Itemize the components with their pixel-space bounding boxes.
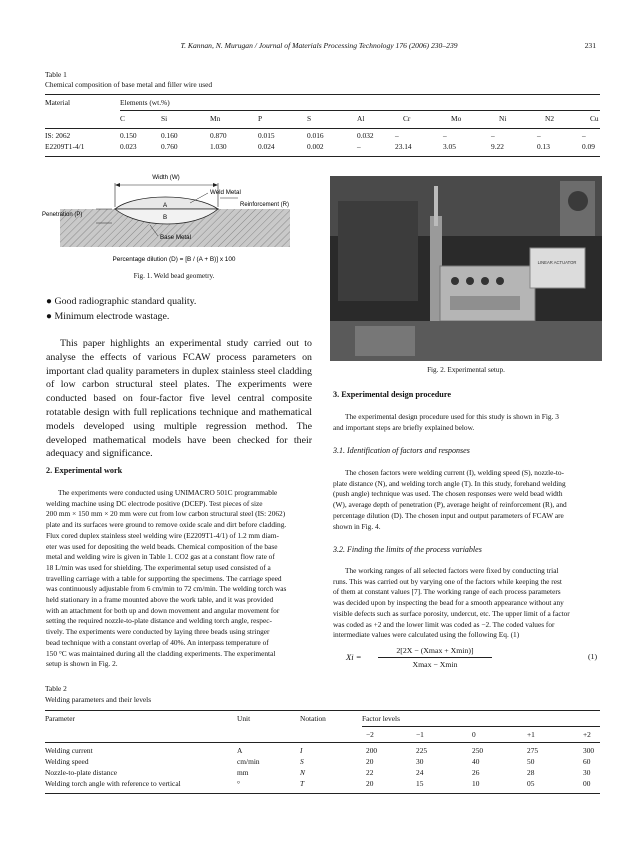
table2-notation-cell: S	[300, 757, 304, 766]
text-line: of them at constant values [7]. The working range of each process parameters	[333, 587, 561, 597]
table1-value-cell: 23.14	[395, 142, 412, 151]
equation-denominator: Xmax − Xmin	[412, 660, 458, 669]
table1-value-cell: –	[537, 131, 541, 140]
text-line: plate distance (N), and welding torch angle (T). In this study, forehand welding	[333, 478, 566, 488]
table1-caption: Chemical composition of base metal and filler wire used	[45, 80, 213, 89]
table1-top-rule	[45, 94, 600, 95]
table1-value-cell: –	[491, 131, 495, 140]
text-line: bead technique with a constant overlap of 40%. An interpass temperature of	[46, 637, 269, 647]
text-line: held stationary in a frame mounted above the work table, and it was provided	[46, 595, 274, 605]
text-line: with an attachment for both up and down movement and angular movement for	[46, 605, 280, 615]
section31-body	[333, 468, 603, 532]
section32-heading: 3.2. Finding the limits of the process variables	[333, 545, 482, 554]
text-line: and important steps are briefly explained below.	[333, 422, 475, 432]
table1-element-header: C	[120, 114, 125, 123]
table2-value-cell: 15	[416, 779, 424, 788]
penetration-label: Penetration (P)	[42, 212, 83, 218]
table1-value-cell: 0.002	[307, 142, 324, 151]
table2-unit-cell: mm	[237, 768, 249, 777]
table1-value-cell: 0.024	[258, 142, 275, 151]
linear-actuator-box	[530, 248, 585, 288]
table2-level-header: 0	[472, 730, 476, 739]
table2-col-factor-levels: Factor levels	[362, 714, 400, 723]
table2-notation-cell: I	[300, 746, 303, 755]
table1-value-cell: –	[582, 131, 586, 140]
table1-value-cell: 0.015	[258, 131, 275, 140]
table1-material-cell: E2209T1-4/1	[45, 142, 85, 151]
table2-value-cell: 50	[527, 757, 535, 766]
table2-value-cell: 10	[472, 779, 480, 788]
bullet-2: ● Minimum electrode wastage.	[46, 311, 170, 322]
text-line: (push angle) technique was used. The chosen responses were weld bead width	[333, 489, 563, 499]
table2-value-cell: 20	[366, 779, 374, 788]
table1-value-cell: 9.22	[491, 142, 504, 151]
table2-bottom-rule	[45, 793, 600, 794]
table2-value-cell: 250	[472, 746, 484, 755]
section3-body	[333, 412, 603, 433]
text-line: shown in Fig. 4.	[333, 521, 381, 531]
table1-sub-rule	[120, 110, 600, 111]
text-line: was coded as +2 and the lower limit was coded as −2. The coded values for	[333, 619, 555, 629]
label-b: B	[163, 214, 168, 221]
table1-value-cell: 0.13	[537, 142, 550, 151]
text-line: metal and welding wire is given in Table 1. CO2 gas at a constant flow rate of	[46, 552, 275, 562]
table2-mid-rule	[45, 742, 600, 743]
table1-element-header: Si	[161, 114, 168, 123]
text-line: was continuously adjustable from 6 cm/min to 72 cm/min. The welding torch was	[46, 584, 287, 594]
table2-value-cell: 20	[366, 757, 374, 766]
text-line: welding machine using DC electrode positive (DCEP). Test pieces of size	[46, 498, 263, 508]
table1-value-cell: 0.023	[120, 142, 137, 151]
text-line: The chosen factors were welding current (I), welding speed (S), nozzle-to-	[345, 468, 565, 477]
experimental-setup-photo	[330, 176, 602, 361]
equation-fraction-bar	[378, 657, 492, 658]
text-line: setting the required nozzle-to-plate distance and welding torch angle, respec-	[46, 616, 272, 626]
table2-parameter-cell: Welding speed	[45, 757, 89, 766]
width-label: Width (W)	[152, 174, 180, 181]
table2-value-cell: 00	[583, 779, 591, 788]
fig1-caption: Fig. 1. Weld bead geometry.	[133, 272, 215, 280]
table1-value-cell: –	[357, 142, 361, 151]
table2-parameter-cell: Welding torch angle with reference to vertical	[45, 779, 181, 788]
linear-actuator-label: LINEAR ACTUATOR	[537, 260, 577, 265]
text-line: 150 °C was maintained during all the cladding experiments. The experimental	[46, 648, 276, 658]
table2-notation-cell: T	[300, 779, 305, 788]
equation-numerator: 2[2X − (Xmax + Xmin)]	[396, 646, 474, 655]
text-line: travelling carriage with a table for supporting the specimens. The carriage speed	[46, 573, 282, 583]
text-line: (W), average depth of penetration (P), average height of reinforcement (R), and	[333, 500, 567, 510]
table1-value-cell: 0.032	[357, 131, 374, 140]
table2-value-cell: 225	[416, 746, 428, 755]
fig2-caption: Fig. 2. Experimental setup.	[427, 366, 505, 374]
text-line: 18 L/min was used for shielding. The experimental setup used consisted of a	[46, 562, 271, 572]
bullet-2-text: Minimum electrode wastage.	[54, 311, 170, 322]
table2-value-cell: 275	[527, 746, 539, 755]
label-a: A	[163, 202, 168, 209]
table2-level-header: −2	[366, 730, 374, 739]
section32-body	[333, 566, 603, 641]
table2-col-parameter: Parameter	[45, 714, 75, 723]
text-line: The experiments were conducted using UNIMACRO 501C programmable	[58, 488, 278, 497]
table1-bottom-rule	[45, 156, 600, 157]
bullet-1-text: Good radiographic standard quality.	[54, 296, 197, 307]
table2-value-cell: 22	[366, 768, 374, 777]
table2-value-cell: 30	[416, 757, 424, 766]
table2-value-cell: 300	[583, 746, 595, 755]
table2-value-cell: 200	[366, 746, 378, 755]
table2-unit-cell: cm/min	[237, 757, 260, 766]
text-line: runs. This was carried out by varying one of the factors while keeping the rest	[333, 576, 562, 586]
table2-level-header: +1	[527, 730, 535, 739]
table2-col-notation: Notation	[300, 714, 326, 723]
text-line: was decided upon by inspecting the bead for a smooth appearance without any	[333, 598, 564, 608]
section2-body	[46, 488, 312, 670]
text-line: intermediate values were calculated using the following Eq. (1)	[333, 630, 520, 640]
text-line: percentage dilution (D). The chosen input and output parameters of FCAW are	[333, 510, 564, 520]
table1-element-header: Cr	[403, 114, 411, 123]
table1-element-header: Al	[357, 114, 365, 123]
table1-value-cell: 3.05	[443, 142, 456, 151]
weld-bead-diagram	[40, 163, 308, 281]
table1-material-cell: IS: 2062	[45, 131, 71, 140]
section31-heading: 3.1. Identification of factors and responses	[333, 446, 470, 455]
table1-mid-rule	[45, 128, 600, 129]
table2-caption: Welding parameters and their levels	[45, 695, 152, 704]
table1-element-header: S	[307, 114, 312, 123]
equation-lhs	[346, 652, 362, 662]
table1-value-cell: 0.160	[161, 131, 178, 140]
text-line: plate and its surfaces were ground to remove oxide scale and dirt before cladding.	[46, 520, 287, 530]
table2-parameter-cell: Nozzle-to-plate distance	[45, 768, 118, 777]
table2-parameter-cell: Welding current	[45, 746, 93, 755]
table2-col-unit: Unit	[237, 714, 251, 723]
table2-sub-rule	[362, 726, 600, 727]
table1-value-cell: 0.150	[120, 131, 137, 140]
table2-value-cell: 40	[472, 757, 480, 766]
table2-value-cell: 30	[583, 768, 591, 777]
text-line: eter was used for depositing the weld beads. Chemical composition of the base	[46, 541, 278, 551]
running-head: T. Kannan, N. Murugan / Journal of Materials Processing Technology 176 (2006) 230–239	[180, 41, 458, 50]
table2-level-header: +2	[583, 730, 591, 739]
table1-value-cell: 0.870	[210, 131, 227, 140]
bullet-1: ● Good radiographic standard quality.	[46, 296, 197, 307]
table2-unit-cell: A	[237, 746, 243, 755]
table1-element-header: N2	[545, 114, 555, 123]
base-metal-label: Base Metal	[160, 234, 191, 241]
reinforcement-label: Reinforcement (R)	[240, 202, 290, 208]
table2-value-cell: 60	[583, 757, 591, 766]
table1-value-cell: –	[443, 131, 447, 140]
table2-level-header: −1	[416, 730, 424, 739]
table1-label: Table 1	[45, 70, 67, 79]
table1-value-cell: 0.760	[161, 142, 178, 151]
text-line: tively. The experiments were conducted by laying three beads using stringer	[46, 627, 270, 637]
table2-value-cell: 05	[527, 779, 535, 788]
control-panel	[440, 266, 535, 321]
table1-value-cell: –	[395, 131, 399, 140]
table1-value-cell: 0.09	[582, 142, 595, 151]
text-line: visible defects such as surface porosity, undercut, etc. The upper limit of a factor	[333, 608, 570, 618]
table1-element-header: Ni	[499, 114, 507, 123]
page-number: 231	[584, 41, 596, 50]
table2-notation-cell: N	[300, 768, 305, 777]
table1-value-cell: 1.030	[210, 142, 227, 151]
table2-value-cell: 28	[527, 768, 535, 777]
table1-element-header: Mo	[451, 114, 462, 123]
table2-value-cell: 26	[472, 768, 480, 777]
table1-element-header: Mn	[210, 114, 221, 123]
table1-col-elements: Elements (wt.%)	[120, 98, 170, 107]
intro-paragraph: This paper highlights an experimental study carried out to analyse the effects of various FCAW process parameters on important clad quality parameters in duplex stainless steel cladding of low carbon structural steel plates. The experiments were conducted based on four-factor five level central composite rotatable design with full replications technique and mathematical models developed using multiple regression method. The developed mathematical models have been checked for their adequacy and significance.	[46, 338, 312, 460]
table1-value-cell: 0.016	[307, 131, 324, 140]
table2-top-rule	[45, 710, 600, 711]
table2-value-cell: 24	[416, 768, 424, 777]
table2-label: Table 2	[45, 684, 67, 693]
dilution-formula: Percentage dilution (D) = [B / (A + B)] x 100	[112, 256, 236, 263]
section3-heading: 3. Experimental design procedure	[333, 390, 451, 399]
section2-heading: 2. Experimental work	[46, 466, 123, 475]
text-line: setup is shown in Fig. 2.	[46, 659, 118, 669]
equation-lhs-text: Xi =	[346, 652, 362, 662]
table1-element-header: Cu	[590, 114, 599, 123]
weld-metal-label: Weld Metal	[210, 189, 241, 196]
text-line: Flux cored duplex stainless steel welding wire (E2209T1-4/1) of 1.2 mm diam-	[46, 530, 279, 540]
table1-element-header: P	[258, 114, 263, 123]
text-line: The working ranges of all selected factors were fixed by conducting trial	[345, 566, 559, 575]
text-line: 200 mm × 150 mm × 20 mm were cut from low carbon structural steel (IS: 2062)	[46, 509, 286, 519]
text-line: The experimental design procedure used for this study is shown in Fig. 3	[345, 412, 559, 421]
table1-col-material: Material	[45, 98, 71, 107]
table2-unit-cell: °	[237, 779, 240, 788]
equation-number: (1)	[588, 652, 598, 661]
